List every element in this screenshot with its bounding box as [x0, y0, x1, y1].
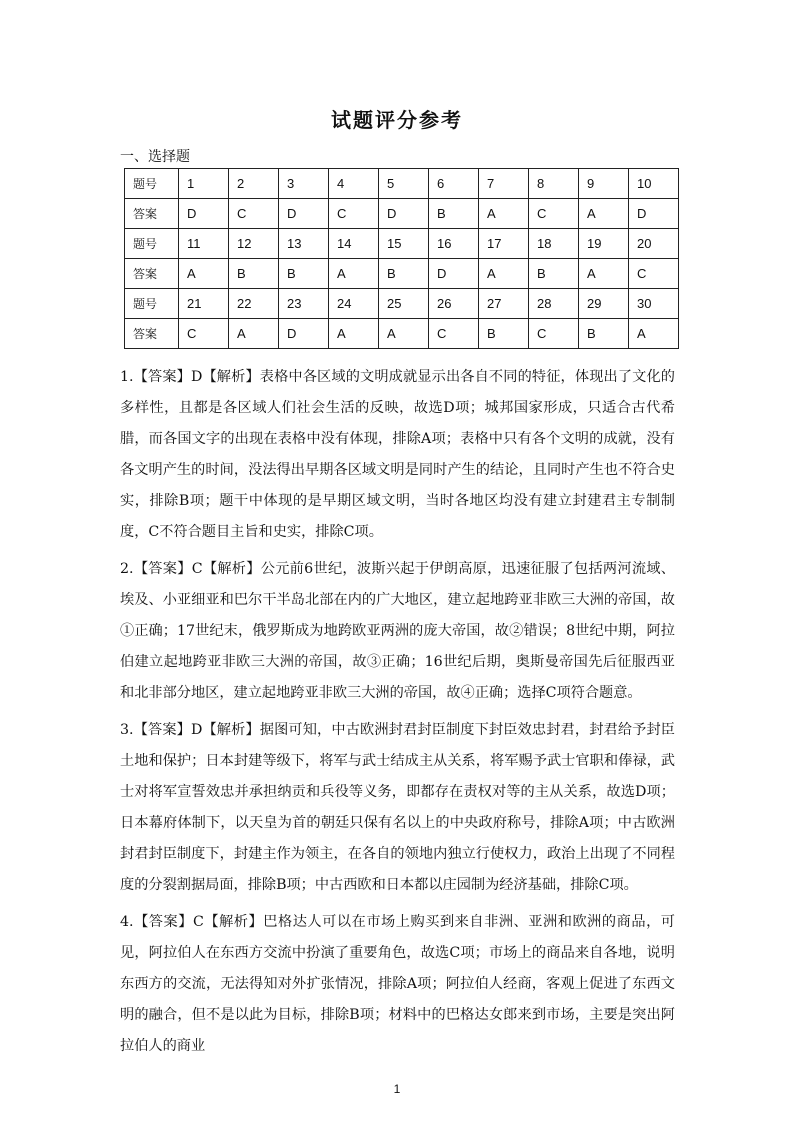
table-row: [125, 169, 679, 199]
table-cell: 1: [179, 169, 229, 199]
table-cell: 13: [279, 229, 329, 259]
table-cell: 14: [329, 229, 379, 259]
table-cell: B: [279, 259, 329, 289]
table-cell: 5: [379, 169, 429, 199]
table-cell: C: [529, 319, 579, 349]
table-cell: A: [629, 319, 679, 349]
table-row: [125, 229, 679, 259]
table-cell: 26: [429, 289, 479, 319]
table-row: [125, 319, 679, 349]
table-cell: A: [479, 199, 529, 229]
answer-table: [124, 168, 679, 349]
table-cell: 19: [579, 229, 629, 259]
table-cell: 23: [279, 289, 329, 319]
table-cell: D: [429, 259, 479, 289]
row-label: 题号: [125, 229, 179, 259]
explanations: [120, 362, 675, 1068]
table-cell: D: [179, 199, 229, 229]
table-cell: A: [479, 259, 529, 289]
table-row: [125, 259, 679, 289]
table-cell: C: [529, 199, 579, 229]
page-title: 试题评分参考: [331, 108, 463, 132]
table-cell: 16: [429, 229, 479, 259]
table-cell: 4: [329, 169, 379, 199]
table-row: [125, 289, 679, 319]
table-cell: B: [479, 319, 529, 349]
explanation-paragraph: 2.【答案】C【解析】公元前6世纪，波斯兴起于伊朗高原，迅速征服了包括两河流域、埃及、小亚细亚和巴尔干半岛北部在内的广大地区，建立起地跨亚非欧三大洲的帝国，故①正确；17世纪末，俄罗斯成为地跨欧亚两洲的庞大帝国，故②错误；8世纪中期，阿拉伯建立起地跨亚非欧三大洲的帝国，故③正确；16世纪后期，奥斯曼帝国先后征服西亚和北非部分地区，建立起地跨亚非欧三大洲的帝国，故④正确；选择C项符合题意。: [120, 561, 675, 701]
section-heading: 一、选择题: [120, 149, 190, 165]
table-cell: C: [429, 319, 479, 349]
table-cell: 18: [529, 229, 579, 259]
table-cell: 10: [629, 169, 679, 199]
explanation-paragraph: 1.【答案】D【解析】表格中各区域的文明成就显示出各自不同的特征，体现出了文化的多样性，且都是各区域人们社会生活的反映，故选D项；城邦国家形成，只适合古代希腊，而各国文字的出现在表格中没有体现，排除A项；表格中只有各个文明的成就，没有各文明产生的时间，没法得出早期各区域文明是同时产生的结论，且同时产生也不符合史实，排除B项；题干中体现的是早期区域文明，当时各地区均没有建立封建君主专制制度，C不符合题目主旨和史实，排除C项。: [120, 369, 675, 540]
table-cell: 9: [579, 169, 629, 199]
table-cell: 25: [379, 289, 429, 319]
table-cell: C: [629, 259, 679, 289]
table-cell: 22: [229, 289, 279, 319]
explanation-paragraph: 3.【答案】D【解析】据图可知，中古欧洲封君封臣制度下封臣效忠封君，封君给予封臣土地和保护；日本封建等级下，将军与武士结成主从关系，将军赐予武士官职和俸禄，武士对将军宣誓效忠并承担纳贡和兵役等义务，即都存在责权对等的主从关系，故选D项；日本幕府体制下，以天皇为首的朝廷只保有名以上的中央政府称号，排除A项；中古欧洲封君封臣制度下，封建主作为领主，在各自的领地内独立行使权力，政治上出现了不同程度的分裂割据局面，排除B项；中古西欧和日本都以庄园制为经济基础，排除C项。: [120, 722, 675, 893]
table-cell: A: [579, 199, 629, 229]
table-cell: 27: [479, 289, 529, 319]
table-cell: 29: [579, 289, 629, 319]
table-cell: B: [429, 199, 479, 229]
table-cell: B: [529, 259, 579, 289]
table-cell: 15: [379, 229, 429, 259]
table-cell: A: [179, 259, 229, 289]
table-cell: A: [379, 319, 429, 349]
table-cell: 28: [529, 289, 579, 319]
table-cell: B: [229, 259, 279, 289]
table-cell: 6: [429, 169, 479, 199]
table-cell: 24: [329, 289, 379, 319]
table-cell: 20: [629, 229, 679, 259]
table-cell: C: [179, 319, 229, 349]
table-cell: 30: [629, 289, 679, 319]
row-label: 答案: [125, 199, 179, 229]
table-cell: 2: [229, 169, 279, 199]
table-cell: 21: [179, 289, 229, 319]
table-cell: D: [279, 199, 329, 229]
table-cell: C: [329, 199, 379, 229]
explanation-paragraph: 4.【答案】C【解析】巴格达人可以在市场上购买到来自非洲、亚洲和欧洲的商品，可见，阿拉伯人在东西方交流中扮演了重要角色，故选C项；市场上的商品来自各地，说明东西方的交流，无法得知对外扩张情况，排除A项；阿拉伯人经商，客观上促进了东西文明的融合，但不是以此为目标，排除B项；材料中的巴格达女郎来到市场，主要是突出阿拉伯人的商业: [120, 914, 675, 1054]
table-cell: D: [379, 199, 429, 229]
table-cell: 3: [279, 169, 329, 199]
table-cell: C: [229, 199, 279, 229]
table-cell: B: [579, 319, 629, 349]
table-cell: A: [329, 259, 379, 289]
row-label: 题号: [125, 289, 179, 319]
table-cell: 12: [229, 229, 279, 259]
table-cell: 7: [479, 169, 529, 199]
table-cell: B: [379, 259, 429, 289]
row-label: 题号: [125, 169, 179, 199]
table-cell: 11: [179, 229, 229, 259]
page-number: 1: [393, 1082, 401, 1096]
table-cell: A: [229, 319, 279, 349]
row-label: 答案: [125, 319, 179, 349]
table-row: [125, 199, 679, 229]
table-cell: 8: [529, 169, 579, 199]
table-cell: D: [279, 319, 329, 349]
table-cell: D: [629, 199, 679, 229]
table-cell: A: [579, 259, 629, 289]
table-cell: 17: [479, 229, 529, 259]
row-label: 答案: [125, 259, 179, 289]
table-cell: A: [329, 319, 379, 349]
